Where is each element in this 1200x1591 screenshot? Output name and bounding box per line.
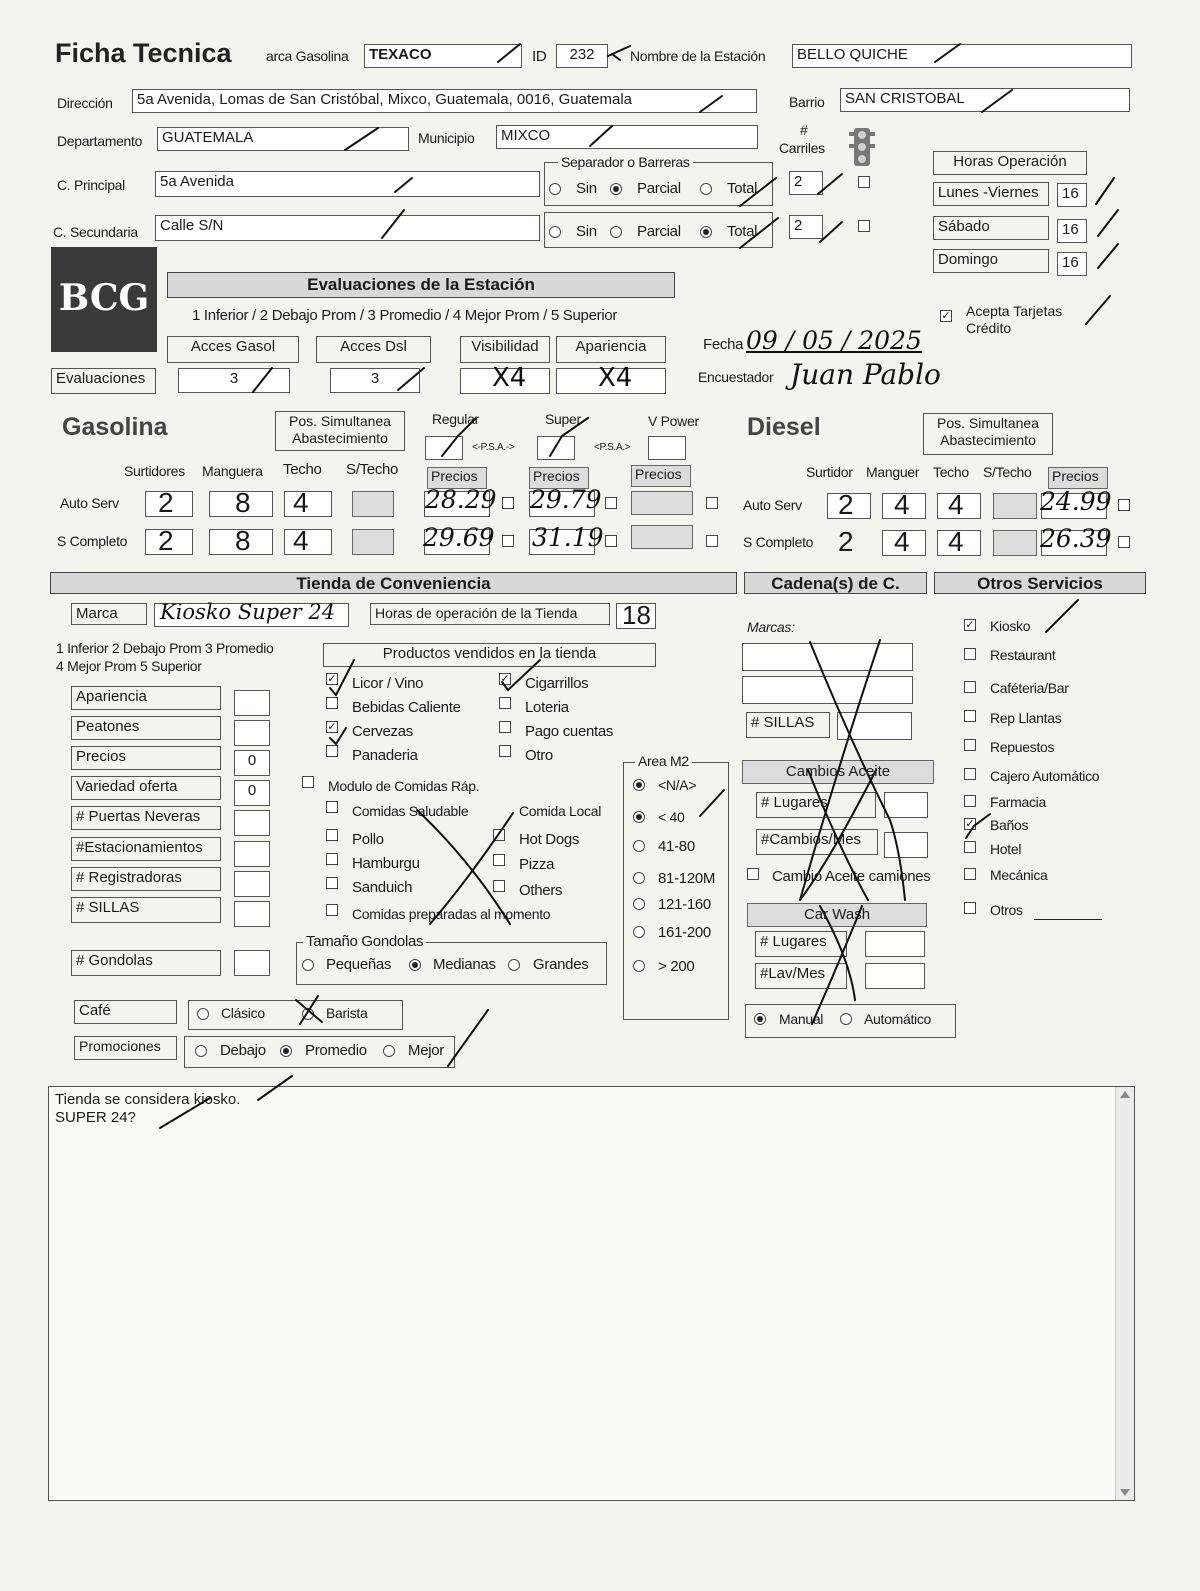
super-psa: <P.S.A.> <box>594 442 631 453</box>
encuestador-label: Encuestador <box>698 369 774 385</box>
area-label-1: < 40 <box>658 809 685 825</box>
carwash-auto-label: Automático <box>864 1011 932 1027</box>
promo-mejor-label: Mejor <box>408 1042 445 1059</box>
diesel-row1-techo-value: 4 <box>948 489 964 520</box>
gas-row2-super-value: 31.19 <box>532 523 604 552</box>
area-label-3: 81-120M <box>658 870 716 887</box>
evaluaciones-scale: 1 Inferior / 2 Debajo Prom / 3 Promedio / 4 Mejor Prom / 5 Superior <box>192 307 618 324</box>
address-field[interactable]: 5a Avenida, Lomas de San Cristóbal, Mixco, Guatemala, 0016, Guatemala <box>132 89 757 113</box>
gondolas-label: # Gondolas <box>71 950 221 976</box>
diesel-col-stecho: S/Techo <box>983 464 1032 480</box>
diesel-col-manguer: Manguer <box>866 464 920 480</box>
notes-line-1: Tienda se considera kiosko. <box>55 1091 241 1108</box>
separador-title: Separador o Barreras <box>558 154 693 170</box>
otros-label-8: Hotel <box>990 841 1022 857</box>
otros-label-7: Baños <box>990 817 1029 833</box>
prod-right-label-2: Pago cuentas <box>525 723 614 740</box>
fecha-label: Fecha <box>703 336 744 353</box>
comida-left-label-2: Sanduich <box>352 879 413 896</box>
promo-promedio-label: Promedio <box>305 1042 367 1059</box>
horas-dom-label: Domingo <box>933 249 1049 273</box>
tienda-marca-label: Marca <box>71 603 147 625</box>
aceite-title-text: Cambios Aceite <box>785 763 891 780</box>
tienda-marca-value: Kiosko Super 24 <box>160 600 336 624</box>
modulo-label: Modulo de Comidas Ráp. <box>328 778 480 794</box>
carwash-title-text: Car Wash <box>803 906 871 923</box>
sep1-total-label: Total <box>727 180 758 197</box>
rating-label-0: Apariencia <box>71 686 221 710</box>
otros-label-0: Kiosko <box>990 618 1031 634</box>
tienda-horas-label: Horas de operación de la Tienda <box>370 603 610 625</box>
vpower-label: V Power <box>648 413 699 429</box>
area-label-0: <N/A> <box>658 777 697 793</box>
diesel-precios-label: Precios <box>1052 468 1099 484</box>
principal-label: C. Principal <box>57 177 125 193</box>
rating-label-6: # Registradoras <box>71 867 221 891</box>
diesel-row1-precio-value: 24.99 <box>1040 487 1112 516</box>
sep2-parcial-label: Parcial <box>637 223 681 240</box>
barrio-label: Barrio <box>789 94 825 110</box>
gas-col-manguera: Manguera <box>202 463 263 479</box>
productos-title: Productos vendidos en la tienda <box>323 643 656 667</box>
horas-title: Horas Operación <box>933 151 1087 175</box>
evaluaciones-title: Evaluaciones de la Estación <box>167 272 675 298</box>
vpower-precios-label: Precios <box>635 466 682 482</box>
brand-label: arca Gasolina <box>266 48 349 64</box>
carriles-hash: # <box>800 122 808 138</box>
carwash-lugares-label: # Lugares <box>755 931 847 957</box>
evaluaciones-button[interactable]: Evaluaciones <box>51 368 156 394</box>
secundaria-label: C. Secundaria <box>53 224 138 240</box>
horas-sab-label: Sábado <box>933 216 1049 240</box>
carwash-lav-label: #Lav/Mes <box>755 963 847 989</box>
comida-left-label-1: Hamburgu <box>352 855 420 872</box>
prod-left-label-3: Panaderia <box>352 747 418 764</box>
prod-left-label-2: Cervezas <box>352 723 413 740</box>
comida-right-label-2: Others <box>519 882 563 899</box>
acces-dsl-label: Acces Dsl <box>316 336 431 363</box>
diesel-title: Diesel <box>747 413 821 441</box>
cafe-clasico-label: Clásico <box>221 1005 265 1021</box>
super-precios-label: Precios <box>533 468 580 484</box>
diesel-row1-label: Auto Serv <box>743 497 802 513</box>
dept-field[interactable]: GUATEMALA <box>157 127 409 151</box>
tienda-scale-2: 4 Mejor Prom 5 Superior <box>56 658 202 674</box>
secundaria-field[interactable]: Calle S/N <box>155 215 540 241</box>
rating-label-4: # Puertas Neveras <box>71 806 221 830</box>
promo-label: Promociones <box>74 1036 177 1060</box>
saludable-label: Comidas Saludable <box>352 803 469 819</box>
rating-label-7: # SILLAS <box>71 897 221 923</box>
acces-gasol-field[interactable]: 3 <box>178 368 290 393</box>
diesel-row2-label: S Completo <box>743 534 814 550</box>
rating-value-3[interactable]: 0 <box>234 780 270 806</box>
tarjetas-checkbox[interactable]: ✓ <box>941 310 951 322</box>
encuestador-value: Juan Pablo <box>790 358 941 391</box>
otros-label-5: Cajero Automático <box>990 768 1100 784</box>
prod-left-label-1: Bebidas Caliente <box>352 699 461 716</box>
otros-check-0[interactable]: ✓ <box>965 619 975 631</box>
gas-row2-manguera-value: 8 <box>235 525 251 556</box>
diesel-row2-surtidor-value: 2 <box>838 526 854 557</box>
rating-label-1: Peatones <box>71 716 221 740</box>
area-label-4: 121-160 <box>658 896 711 913</box>
page-title: Ficha Tecnica <box>55 38 232 68</box>
visibilidad-value: X4 <box>492 363 527 393</box>
acces-dsl-field[interactable]: 3 <box>330 368 420 393</box>
dept-label: Departamento <box>57 133 143 149</box>
barrio-field[interactable]: SAN CRISTOBAL <box>840 88 1130 112</box>
gas-row2-techo-value: 4 <box>293 525 309 556</box>
cadena-sillas-label: # SILLAS <box>746 712 830 738</box>
diesel-row2-precio-value: 26.39 <box>1040 524 1112 553</box>
prod-right-label-0: Cigarrillos <box>525 675 589 692</box>
gas-row2-label: S Completo <box>57 533 128 549</box>
acces-gasol-label: Acces Gasol <box>167 336 299 363</box>
cafe-label: Café <box>74 1000 177 1024</box>
diesel-row2-manguer-value: 4 <box>894 526 910 557</box>
carriles-field-1[interactable]: 2 <box>789 171 823 195</box>
diesel-pos-sim: Pos. Simultanea Abastecimiento <box>923 413 1053 455</box>
area-label-2: 41-80 <box>658 838 695 855</box>
diesel-col-surtidor: Surtidor <box>806 464 853 480</box>
apariencia-value: X4 <box>598 363 633 393</box>
promo-debajo-label: Debajo <box>220 1042 266 1059</box>
marcas-label: Marcas: <box>747 619 795 635</box>
area-label-5: 161-200 <box>658 924 711 941</box>
horas-sab-field[interactable]: 16 <box>1057 219 1087 243</box>
sep1-sin-label: Sin <box>576 180 597 197</box>
tarjetas-label: Acepta Tarjetas Crédito <box>966 303 1063 336</box>
muni-label: Municipio <box>418 130 475 146</box>
gas-row1-label: Auto Serv <box>60 495 119 511</box>
gas-row2-regular-value: 29.69 <box>423 523 495 552</box>
gondola-pequenas-label: Pequeñas <box>326 956 392 973</box>
area-title: Area M2 <box>635 753 692 769</box>
gasolina-title: Gasolina <box>62 413 168 441</box>
horas-lv-label: Lunes -Viernes <box>933 182 1049 206</box>
regular-psa: <-P.S.A.-> <box>472 442 515 453</box>
otros-label-10: Otros <box>990 902 1023 918</box>
gas-col-stecho: S/Techo <box>346 461 399 478</box>
gas-row1-techo-value: 4 <box>293 487 309 518</box>
diesel-row1-surtidor-value: 2 <box>838 489 854 520</box>
fecha-value: 09 / 05 / 2025 <box>746 326 922 355</box>
notes-line-2: SUPER 24? <box>55 1109 136 1126</box>
otros-title: Otros Servicios <box>934 572 1146 594</box>
prod-left-check-2[interactable]: ✓ <box>327 721 337 733</box>
id-label: ID <box>532 48 547 65</box>
prod-left-label-0: Licor / Vino <box>352 675 424 692</box>
regular-label: Regular <box>432 411 479 427</box>
aceite-lugares-label: # Lugares <box>756 792 876 818</box>
otros-label-2: Caféteria/Bar <box>990 680 1069 696</box>
rating-value-2[interactable]: 0 <box>234 750 270 776</box>
cafe-barista-label: Barista <box>326 1005 368 1021</box>
horas-dom-field[interactable]: 16 <box>1057 252 1087 276</box>
preparadas-label: Comidas preparadas al momento <box>352 906 551 922</box>
rating-label-3: Variedad oferta <box>71 776 221 800</box>
comida-right-label-0: Hot Dogs <box>519 831 580 848</box>
station-label: Nombre de la Estación <box>630 48 766 64</box>
bcg-logo-text: BCG <box>58 277 150 319</box>
diesel-row2-techo-value: 4 <box>948 526 964 557</box>
address-label: Dirección <box>57 95 113 111</box>
comida-local-label: Comida Local <box>519 803 601 819</box>
gas-row1-surtidores-value: 2 <box>158 487 174 518</box>
prod-right-label-3: Otro <box>525 747 553 764</box>
otros-label-6: Farmacia <box>990 794 1046 810</box>
prod-right-label-1: Loteria <box>525 699 569 716</box>
visibilidad-label: Visibilidad <box>460 336 550 363</box>
gas-pos-sim: Pos. Simultanea Abastecimiento <box>275 411 405 451</box>
brand-field[interactable]: TEXACO <box>364 44 522 68</box>
otros-label-3: Rep Llantas <box>990 710 1062 726</box>
sep2-sin-label: Sin <box>576 223 597 240</box>
comida-right-label-1: Pizza <box>519 856 555 873</box>
sep2-total-label: Total <box>727 223 758 240</box>
horas-lv-field[interactable]: 16 <box>1057 183 1087 207</box>
gondolas-title: Tamaño Gondolas <box>303 933 426 950</box>
apariencia-label: Apariencia <box>556 336 666 363</box>
area-label-6: > 200 <box>658 958 695 975</box>
principal-field[interactable]: 5a Avenida <box>155 171 540 197</box>
aceite-camiones-label: Cambio Aceite camiones <box>772 868 931 885</box>
carwash-manual-label: Manual <box>779 1011 824 1027</box>
gondola-grandes-label: Grandes <box>533 956 589 973</box>
gas-row2-surtidores-value: 2 <box>158 525 174 556</box>
gas-col-surtidores: Surtidores <box>124 463 185 479</box>
tienda-horas-value: 18 <box>622 600 651 630</box>
gas-row1-regular-value: 28.29 <box>425 485 497 514</box>
cadena-title: Cadena(s) de C. <box>744 572 927 594</box>
gas-row1-super-value: 29.79 <box>530 485 602 514</box>
prod-left-check-0[interactable]: ✓ <box>327 673 337 685</box>
gas-col-techo: Techo <box>283 461 322 478</box>
gondola-medianas-label: Medianas <box>433 956 496 973</box>
muni-field[interactable]: MIXCO <box>496 125 758 149</box>
otros-check-7[interactable]: ✓ <box>965 818 975 830</box>
tienda-title: Tienda de Conveniencia <box>50 572 737 594</box>
diesel-row1-manguer-value: 4 <box>894 489 910 520</box>
aceite-cambios-label: #Cambios/Mes <box>756 829 878 855</box>
otros-label-1: Restaurant <box>990 647 1056 663</box>
diesel-col-techo: Techo <box>933 464 969 480</box>
station-field[interactable]: BELLO QUICHE <box>792 44 1132 68</box>
rating-label-5: #Estacionamientos <box>71 837 221 861</box>
tienda-scale-1: 1 Inferior 2 Debajo Prom 3 Promedio <box>56 640 274 656</box>
super-label: Super <box>545 411 581 427</box>
prod-right-check-0[interactable]: ✓ <box>500 673 510 685</box>
comida-left-label-0: Pollo <box>352 831 384 848</box>
gas-row1-manguera-value: 8 <box>235 487 251 518</box>
carriles-label: Carriles <box>779 140 825 156</box>
carriles-field-2[interactable]: 2 <box>789 215 823 239</box>
otros-label-9: Mecánica <box>990 867 1048 883</box>
id-field[interactable]: 232 <box>556 44 608 68</box>
sep1-parcial-label: Parcial <box>637 180 681 197</box>
regular-precios-label: Precios <box>431 468 478 484</box>
otros-label-4: Repuestos <box>990 739 1055 755</box>
rating-label-2: Precios <box>71 746 221 770</box>
